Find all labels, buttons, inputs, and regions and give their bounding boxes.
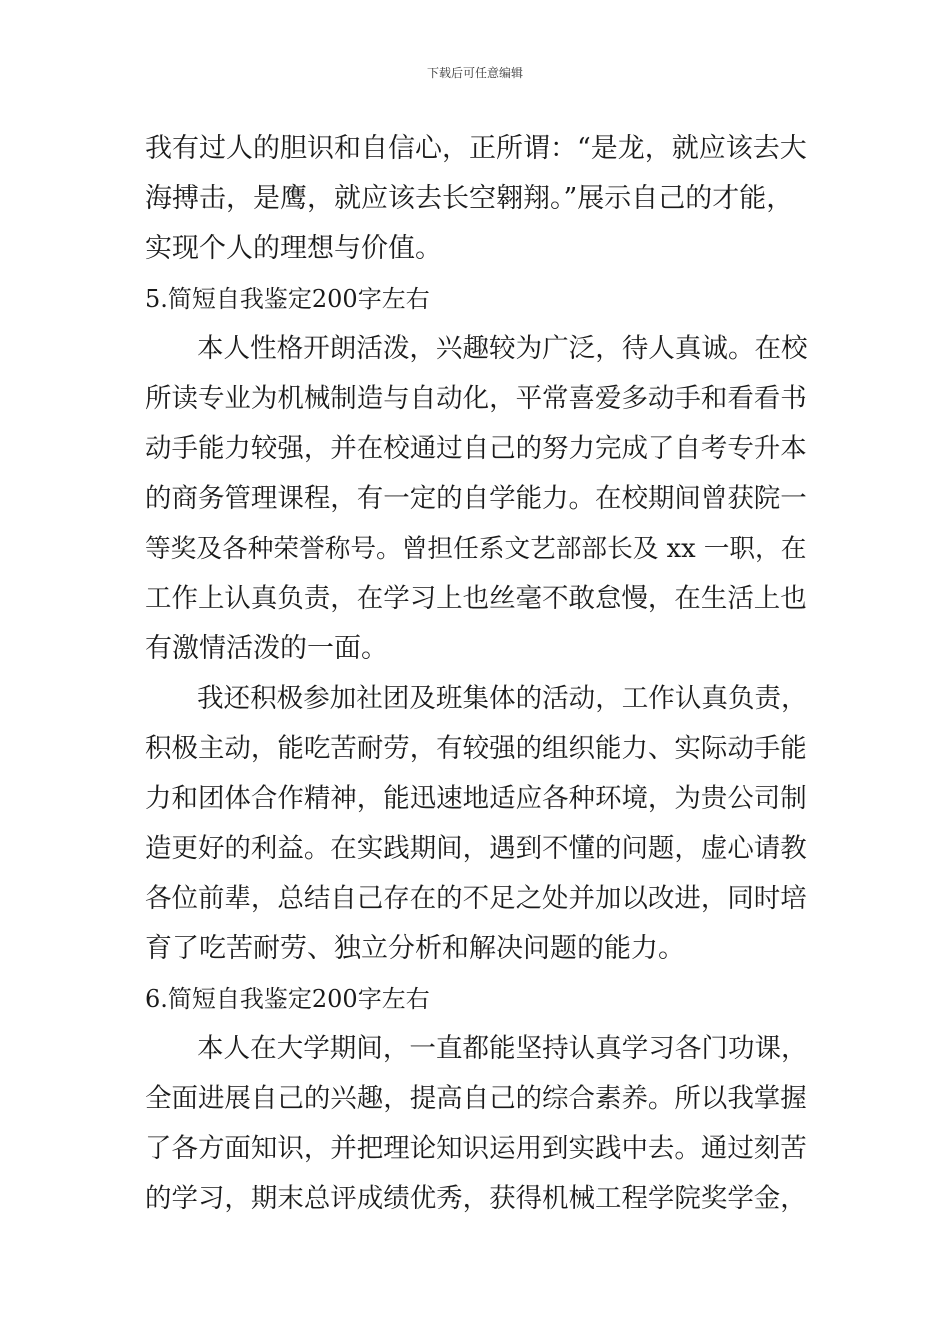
- text-line: 本人在大学期间，一直都能坚持认真学习各门功课，: [197, 1033, 808, 1064]
- text-line: 海搏击，是鹰，就应该去长空翱翔。”展示自己的才能，: [145, 183, 794, 214]
- text-line: 各位前辈，总结自己存在的不足之处并加以改进，同时培: [145, 883, 807, 914]
- text-line: 等奖及各种荣誉称号。曾担任系文艺部部长及 xx 一职，在: [145, 534, 807, 564]
- text-line: 的学习，期末总评成绩优秀，获得机械工程学院奖学金，: [145, 1183, 807, 1214]
- text-line: 本人性格开朗活泼，兴趣较为广泛，待人真诚。在校: [197, 333, 808, 364]
- section-heading: 6.简短自我鉴定200字左右: [145, 985, 430, 1013]
- text-line: 育了吃苦耐劳、独立分析和解决问题的能力。: [145, 933, 685, 964]
- text-line: 工作上认真负责，在学习上也丝毫不敢怠慢，在生活上也: [145, 583, 807, 614]
- text-line: 实现个人的理想与价值。: [145, 233, 442, 264]
- text-line: 力和团体合作精神，能迅速地适应各种环境，为贵公司制: [145, 783, 807, 814]
- text-line: 全面进展自己的兴趣，提高自己的综合素养。所以我掌握: [145, 1083, 807, 1114]
- text-line: 动手能力较强，并在校通过自己的努力完成了自考专升本: [145, 433, 807, 464]
- text-line: 所读专业为机械制造与自动化，平常喜爱多动手和看看书: [145, 383, 807, 414]
- text-line: 我有过人的胆识和自信心，正所谓：“是龙，就应该去大: [145, 133, 807, 164]
- section-heading: 5.简短自我鉴定200字左右: [145, 285, 430, 313]
- text-line: 造更好的利益。在实践期间，遇到不懂的问题，虚心请教: [145, 833, 807, 864]
- document-body: [145, 124, 807, 1224]
- text-line: 了各方面知识，并把理论知识运用到实践中去。通过刻苦: [145, 1133, 807, 1164]
- text-line: 有激情活泼的一面。: [145, 633, 388, 664]
- page-header: 下载后可任意编辑: [426, 66, 523, 80]
- text-line: 我还积极参加社团及班集体的活动，工作认真负责，: [197, 683, 808, 714]
- text-line: 积极主动，能吃苦耐劳，有较强的组织能力、实际动手能: [145, 733, 807, 764]
- text-line: 的商务管理课程，有一定的自学能力。在校期间曾获院一: [145, 483, 807, 514]
